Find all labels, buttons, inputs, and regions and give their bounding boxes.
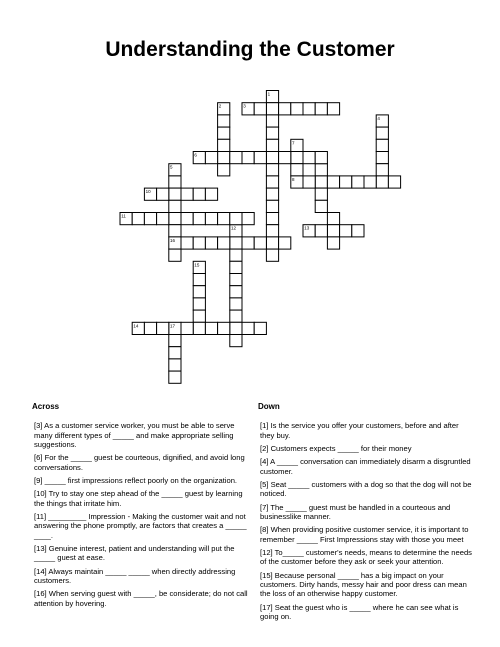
grid-cell[interactable] — [144, 322, 156, 334]
cell-number: 6 — [194, 152, 197, 158]
clue-number: [13] — [34, 544, 49, 554]
clue-number: [14] — [34, 566, 49, 576]
grid-cell[interactable] — [193, 286, 205, 298]
grid-cell[interactable] — [181, 237, 193, 249]
puzzle-title: Understanding the Customer — [105, 38, 395, 61]
grid-cell[interactable] — [230, 213, 242, 225]
cell-number: 3 — [243, 103, 246, 109]
grid-cell[interactable] — [169, 200, 181, 212]
clue-text: To_____ customer's needs, means to determine the needs of the customer before they ask or seek your attention. — [260, 548, 472, 567]
grid-cell[interactable] — [242, 237, 254, 249]
clue-number: [6] — [34, 453, 45, 463]
cell-number: 17 — [170, 323, 176, 329]
clue-text: Because personal _____ has a big impact on your customers. Dirty hands, messy hair and poor dress can mean the loss of an otherwise happy customer. — [260, 570, 467, 599]
grid-cell[interactable] — [340, 225, 352, 237]
clue-text: _________ Impression - Making the customer wait and not answering the phone promptly, are factors that creates a _____ ____. — [34, 512, 247, 540]
grid-cell[interactable] — [388, 176, 400, 188]
cell-number: 12 — [231, 225, 237, 231]
grid-cell[interactable] — [169, 249, 181, 261]
grid-cell[interactable] — [327, 225, 339, 237]
cell-number: 15 — [194, 262, 200, 268]
across-clue — [34, 589, 248, 608]
grid-cell[interactable] — [315, 164, 327, 176]
clue-text: _____ first impressions reflect poorly on the organization. — [44, 475, 238, 485]
grid-cell[interactable] — [303, 103, 315, 115]
cell-number: 4 — [377, 115, 380, 121]
clue-number: [11] — [34, 512, 49, 522]
clue-number: [8] — [260, 525, 271, 535]
clue-text: Genuine interest, patient and understanding will put the _____ guest at ease. — [34, 544, 235, 563]
across-heading: Across — [32, 402, 60, 411]
down-clue — [260, 548, 474, 567]
grid-cell[interactable] — [291, 164, 303, 176]
clue-text: When providing positive customer service, it is important to remember _____ First Impressions stay with those you meet — [260, 525, 469, 544]
grid-cell[interactable] — [291, 152, 303, 164]
down-clue — [260, 480, 474, 499]
grid-cell[interactable] — [266, 225, 278, 237]
grid-cell[interactable] — [230, 237, 242, 249]
grid-cell[interactable] — [266, 103, 278, 115]
grid-cell[interactable] — [266, 152, 278, 164]
grid-cell[interactable] — [157, 188, 169, 200]
grid-cell[interactable] — [266, 164, 278, 176]
grid-cell[interactable] — [169, 225, 181, 237]
grid-cell[interactable] — [169, 213, 181, 225]
grid-cell[interactable] — [218, 127, 230, 139]
grid-cell[interactable] — [193, 298, 205, 310]
across-clue — [34, 567, 248, 586]
cell-number: 2 — [218, 103, 222, 109]
down-clues — [252, 402, 474, 625]
grid-cell[interactable] — [230, 152, 242, 164]
grid-cell[interactable] — [327, 213, 339, 225]
grid-cell[interactable] — [352, 225, 364, 237]
grid-cell[interactable] — [242, 213, 254, 225]
grid-cell[interactable] — [218, 237, 230, 249]
down-heading: Down — [258, 402, 280, 411]
grid-cell[interactable] — [266, 139, 278, 151]
grid-cell[interactable] — [218, 152, 230, 164]
grid-cell[interactable] — [157, 322, 169, 334]
grid-cell[interactable] — [230, 286, 242, 298]
grid-cell[interactable] — [303, 152, 315, 164]
across-clue — [34, 544, 248, 563]
down-clue — [260, 571, 474, 599]
grid-cell[interactable] — [266, 237, 278, 249]
grid-cell[interactable] — [266, 115, 278, 127]
clue-number: [4] — [260, 457, 271, 467]
clue-text: The _____ guest must be handled in a courteous and businesslike manner. — [260, 502, 451, 522]
grid-cell[interactable] — [169, 359, 181, 371]
grid-cell[interactable] — [132, 213, 144, 225]
cell-number: 7 — [292, 140, 295, 146]
grid-cell[interactable] — [230, 322, 242, 334]
grid-cell[interactable] — [193, 237, 205, 249]
grid-cell[interactable] — [254, 152, 266, 164]
grid-cell[interactable] — [169, 371, 181, 383]
grid-cell[interactable] — [327, 103, 339, 115]
clue-text: When serving guest with _____, be considerate; do not call attention by hovering. — [34, 589, 248, 608]
cell-number: 13 — [304, 225, 310, 231]
grid-cell[interactable] — [230, 310, 242, 322]
grid-cell[interactable] — [279, 103, 291, 115]
clue-text: Seat the guest who is _____ where he can see what is going on. — [260, 602, 459, 622]
across-clue — [34, 453, 248, 472]
across-clue — [34, 489, 248, 508]
grid-cell[interactable] — [205, 213, 217, 225]
across-clue — [34, 512, 248, 540]
clue-number: [9] — [34, 475, 45, 485]
grid-cell[interactable] — [279, 152, 291, 164]
cell-number: 16 — [170, 237, 176, 243]
down-clue — [260, 503, 474, 522]
clue-number: [16] — [34, 589, 49, 599]
grid-cell[interactable] — [218, 213, 230, 225]
down-clue — [260, 525, 474, 544]
grid-cell[interactable] — [205, 188, 217, 200]
clue-text: A _____ conversation can immediately disarm a disgruntled customer. — [260, 457, 471, 476]
grid-cell[interactable] — [181, 322, 193, 334]
grid-cell[interactable] — [218, 115, 230, 127]
grid-cell[interactable] — [315, 188, 327, 200]
clue-number: [7] — [260, 502, 271, 512]
grid-cell[interactable] — [315, 225, 327, 237]
grid-cell[interactable] — [242, 322, 254, 334]
grid-cell[interactable] — [218, 322, 230, 334]
grid-cell[interactable] — [157, 213, 169, 225]
clue-text: Seat _____ customers with a dog so that the dog will not be noticed. — [260, 480, 472, 499]
grid-cell[interactable] — [169, 347, 181, 359]
across-clue — [34, 421, 248, 449]
cell-number: 5 — [170, 164, 173, 170]
grid-cell[interactable] — [254, 103, 266, 115]
cell-number: 1 — [267, 91, 271, 97]
grid-cell[interactable] — [218, 139, 230, 151]
across-clue — [34, 476, 248, 485]
grid-cell[interactable] — [266, 176, 278, 188]
grid-cell[interactable] — [376, 152, 388, 164]
clue-text: Customers expects _____ for their money — [270, 443, 412, 453]
grid-cell[interactable] — [193, 274, 205, 286]
grid-cell[interactable] — [181, 188, 193, 200]
grid-cell[interactable] — [266, 200, 278, 212]
down-clue — [260, 421, 474, 440]
grid-cell[interactable] — [242, 152, 254, 164]
grid-cell[interactable] — [376, 139, 388, 151]
cell-number: 11 — [121, 213, 126, 219]
grid-cell[interactable] — [193, 322, 205, 334]
clue-number: [1] — [260, 421, 271, 431]
grid-cell[interactable] — [340, 176, 352, 188]
grid-cell[interactable] — [327, 237, 339, 249]
clue-number: [5] — [260, 480, 271, 490]
grid-cell[interactable] — [230, 335, 242, 347]
clue-number: [17] — [260, 602, 275, 612]
clue-text: Always maintain _____ _____ when directly addressing customers. — [34, 566, 236, 586]
grid-cell[interactable] — [315, 103, 327, 115]
clue-text: Try to stay one step ahead of the _____ guest by learning the things that irritate him. — [34, 489, 243, 508]
clue-number: [15] — [260, 570, 275, 580]
clue-number: [12] — [260, 548, 275, 558]
grid-cell[interactable] — [169, 335, 181, 347]
grid-cell[interactable] — [230, 249, 242, 261]
grid-cell[interactable] — [205, 237, 217, 249]
clue-text: Is the service you offer your customers, before and after they buy. — [260, 421, 459, 440]
grid-cell[interactable] — [205, 152, 217, 164]
clue-text: For the _____ guest be courteous, dignified, and avoid long conversations. — [34, 453, 245, 472]
grid-cell[interactable] — [144, 213, 156, 225]
clue-text: As a customer service worker, you must be able to serve many different types of _____ and make appropriate selling suggestions. — [34, 421, 235, 449]
grid-cell[interactable] — [218, 164, 230, 176]
clue-number: [3] — [34, 421, 45, 431]
grid-cell[interactable] — [254, 322, 266, 334]
grid-cell[interactable] — [327, 176, 339, 188]
grid-cell[interactable] — [364, 176, 376, 188]
cell-number: 14 — [133, 323, 139, 329]
grid-cell[interactable] — [169, 188, 181, 200]
grid-cell[interactable] — [169, 176, 181, 188]
grid-cell[interactable] — [315, 152, 327, 164]
grid-cell[interactable] — [352, 176, 364, 188]
grid-cell[interactable] — [376, 127, 388, 139]
grid-cell[interactable] — [230, 261, 242, 273]
grid-cell[interactable] — [279, 237, 291, 249]
clue-number: [10] — [34, 489, 49, 499]
across-clues — [26, 402, 248, 612]
grid-cell[interactable] — [193, 213, 205, 225]
grid-cell[interactable] — [193, 188, 205, 200]
down-clue — [260, 457, 474, 476]
grid-cell[interactable] — [376, 176, 388, 188]
grid-cell[interactable] — [266, 213, 278, 225]
down-clue — [260, 603, 474, 622]
grid-cell[interactable] — [291, 103, 303, 115]
grid-cell[interactable] — [181, 213, 193, 225]
grid-cell[interactable] — [266, 188, 278, 200]
grid-cell[interactable] — [254, 237, 266, 249]
cell-number: 10 — [145, 189, 151, 195]
cell-number: 8 — [292, 176, 295, 182]
grid-cell[interactable] — [376, 164, 388, 176]
grid-cell[interactable] — [230, 274, 242, 286]
grid-cell[interactable] — [315, 200, 327, 212]
grid-cell[interactable] — [266, 127, 278, 139]
grid-cell[interactable] — [303, 176, 315, 188]
grid-cell[interactable] — [266, 249, 278, 261]
grid-cell[interactable] — [193, 310, 205, 322]
clue-number: [2] — [260, 443, 271, 453]
grid-cell[interactable] — [315, 176, 327, 188]
down-clue — [260, 444, 474, 453]
grid-cell[interactable] — [205, 322, 217, 334]
grid-cell[interactable] — [230, 298, 242, 310]
